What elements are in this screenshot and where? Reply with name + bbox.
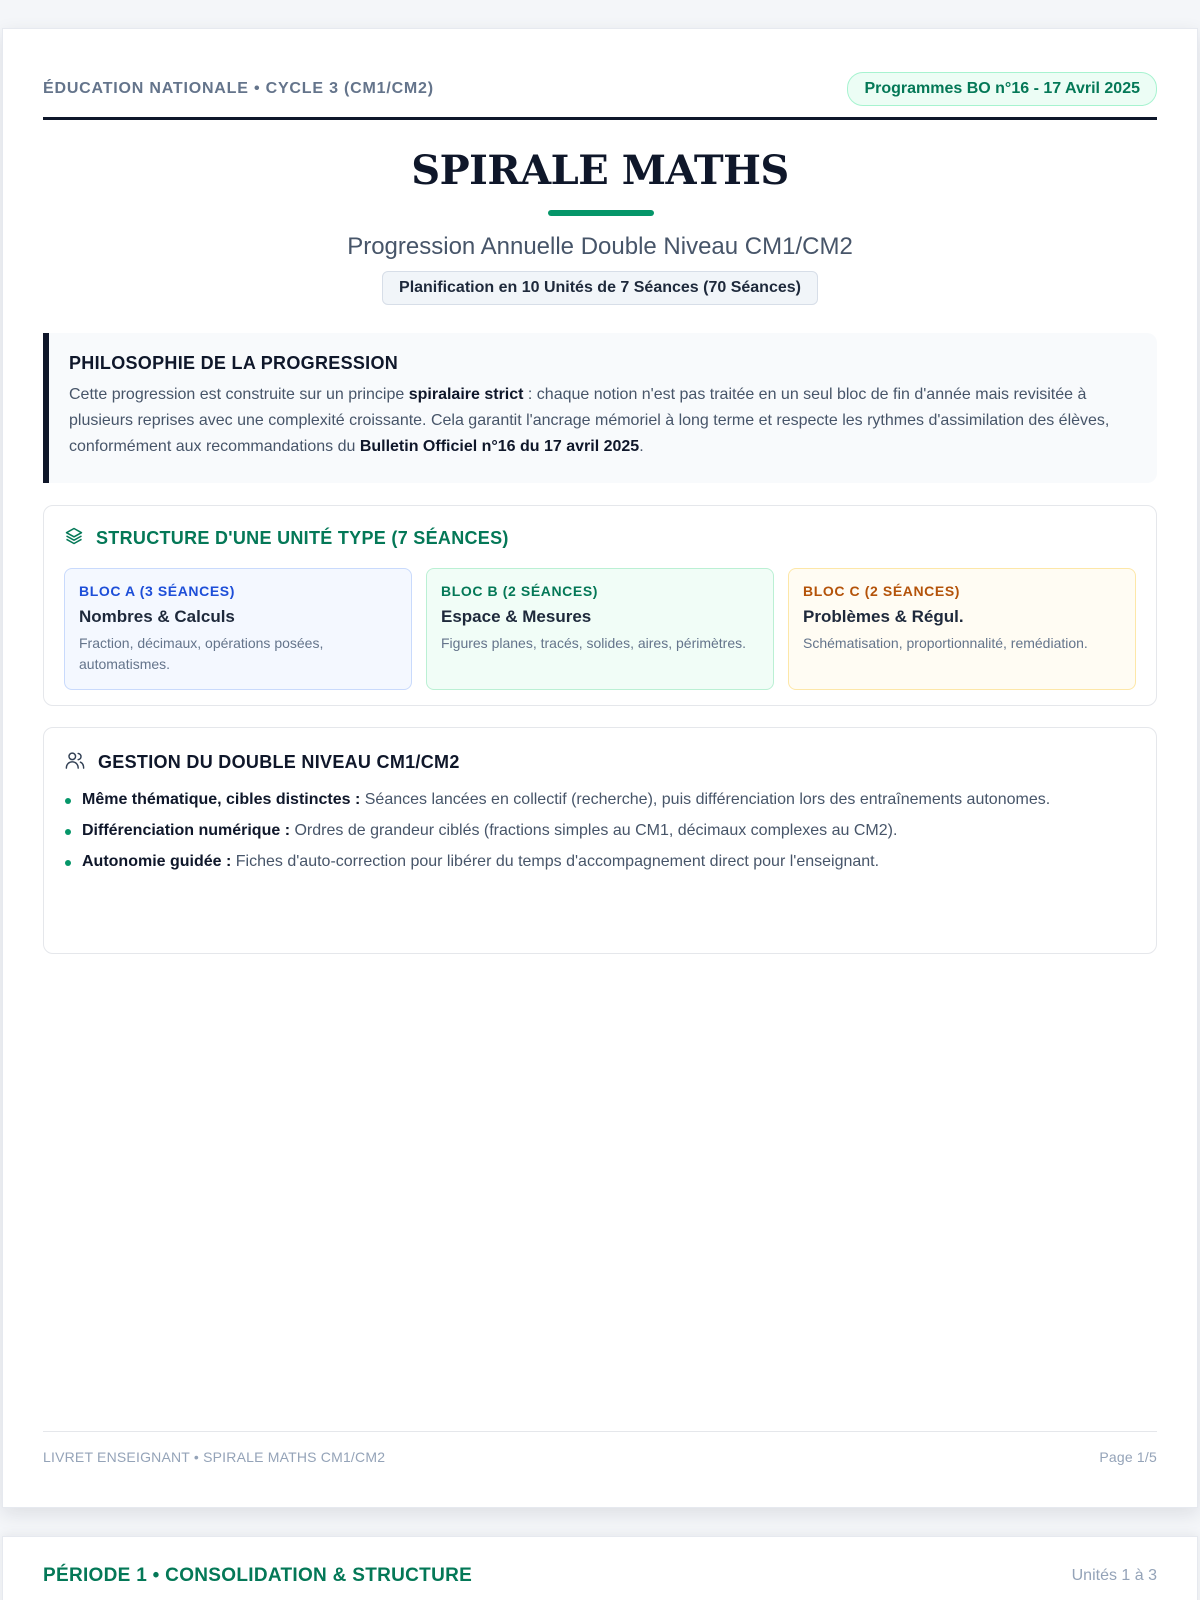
list-item	[64, 788, 1136, 812]
next-document-page	[2, 1536, 1198, 1600]
bloc-name: Nombres & Calculs	[79, 607, 235, 626]
bloc-a-card	[64, 568, 412, 690]
philosophy-reference: Bulletin Officiel n°16 du 17 avril 2025	[359, 438, 640, 455]
unit-range: Unités 1 à 3	[1071, 1567, 1157, 1584]
bloc-list	[64, 568, 1136, 690]
document-page	[2, 28, 1198, 1508]
plan-badge: Planification en 10 Unités de 7 Séances (70 Séances)	[382, 271, 818, 305]
list-item-lead: Autonomie guidée :	[82, 853, 232, 870]
page-footer	[43, 1445, 1157, 1469]
structure-header	[64, 526, 1136, 550]
philosophy-text-part: .	[639, 438, 644, 455]
philosophy-text	[69, 382, 1137, 460]
list-item	[64, 850, 1136, 874]
gestion-heading: GESTION DU DOUBLE NIVEAU CM1/CM2	[98, 751, 460, 772]
bullet-dot	[65, 798, 71, 804]
bloc-c-card	[788, 568, 1136, 690]
bloc-description: Fraction, décimaux, opérations posées, automatismes.	[79, 635, 324, 672]
bloc-description: Figures planes, tracés, solides, aires, périmètres.	[441, 635, 747, 651]
users-icon	[64, 750, 86, 775]
document-title: SPIRALE MATHS	[411, 147, 789, 194]
list-item-text: Séances lancées en collectif (recherche), puis différenciation lors des entraînements autonomes.	[360, 791, 1051, 808]
bullet-dot	[65, 829, 71, 835]
period-title: PÉRIODE 1 • CONSOLIDATION & STRUCTURE	[43, 1565, 473, 1586]
philosophy-callout	[43, 333, 1157, 483]
structure-heading: STRUCTURE D'UNE UNITÉ TYPE (7 SÉANCES)	[96, 527, 509, 548]
document-subtitle: Progression Annuelle Double Niveau CM1/CM2	[347, 233, 853, 260]
bloc-label: BLOC B (2 SÉANCES)	[441, 583, 599, 599]
bloc-name: Problèmes & Régul.	[803, 607, 964, 626]
header-kicker: ÉDUCATION NATIONALE • CYCLE 3 (CM1/CM2)	[43, 80, 434, 97]
bloc-label: BLOC A (3 SÉANCES)	[79, 583, 235, 599]
double-level-card	[43, 727, 1157, 954]
plan-badge-wrap	[43, 271, 1157, 305]
unit-structure-card	[43, 505, 1157, 706]
bloc-description: Schématisation, proportionnalité, remédiation.	[803, 635, 1088, 651]
list-item-text: Fiches d'auto-correction pour libérer du temps d'accompagnement direct pour l'enseignant.	[231, 853, 880, 870]
bullet-dot	[65, 860, 71, 866]
gestion-list	[64, 788, 1136, 874]
list-item-text: Ordres de grandeur ciblés (fractions simples au CM1, décimaux complexes au CM2).	[290, 822, 898, 839]
header-divider	[43, 117, 1157, 120]
page-header	[43, 69, 1157, 109]
list-item-lead: Même thématique, cibles distinctes :	[82, 791, 361, 808]
list-item-lead: Différenciation numérique :	[82, 822, 291, 839]
bloc-label: BLOC C (2 SÉANCES)	[803, 583, 961, 599]
page-number: Page 1/5	[1099, 1449, 1157, 1465]
title-accent-bar	[548, 210, 654, 216]
footer-divider	[43, 1431, 1157, 1432]
layers-icon	[64, 526, 84, 551]
philosophy-text-part: Cette progression est construite sur un principe	[69, 386, 409, 403]
philosophy-emphasis: spiralaire strict	[408, 386, 524, 403]
bloc-name: Espace & Mesures	[441, 607, 592, 626]
philosophy-text-part: : chaque notion n'est pas traitée en un seul bloc de fin d'année mais revisitée à plusieurs reprises avec une complexité croissante. Cela garantit l'ancrage mémoriel à long terme et respecte les rythmes d'assimilation des élèves, conformément aux recommandations du	[69, 386, 1110, 455]
next-page-header	[43, 1561, 1157, 1591]
list-item	[64, 819, 1136, 843]
footer-title: LIVRET ENSEIGNANT • SPIRALE MATHS CM1/CM2	[43, 1449, 386, 1465]
gestion-header	[64, 750, 1136, 774]
bo-badge: Programmes BO n°16 - 17 Avril 2025	[847, 72, 1157, 106]
bloc-b-card	[426, 568, 774, 690]
philosophy-heading: PHILOSOPHIE DE LA PROGRESSION	[69, 353, 399, 373]
